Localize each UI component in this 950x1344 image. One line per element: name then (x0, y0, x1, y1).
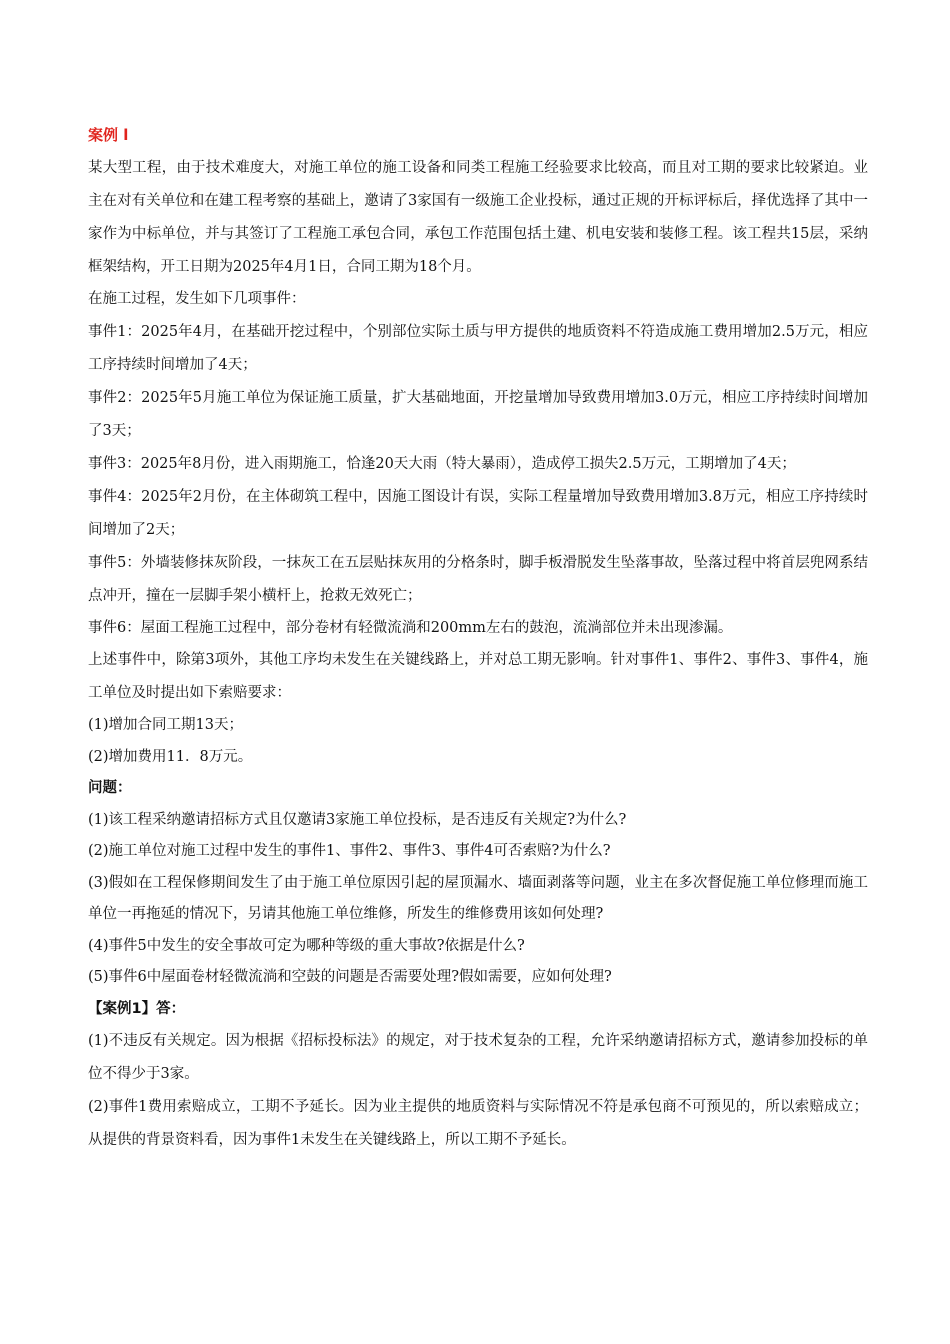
event-6: 事件6：屋面工程施工过程中，部分卷材有轻微流淌和200mm左右的鼓泡，流淌部位并未出现渗漏。 (88, 619, 733, 636)
question-1: (1)该工程采纳邀请招标方式且仅邀请3家施工单位投标，是否违反有关规定?为什么? (88, 811, 627, 828)
claim-intro: 上述事件中，除第3项外，其他工序均未发生在关键线路上，并对总工期无影响。针对事件1、事件2、事件3、事件4，施工单位及时提出如下索赔要求： (88, 652, 868, 701)
case-title: 案例 l (88, 126, 129, 144)
question-4: (4)事件5中发生的安全事故可定为哪种等级的重大事故?依据是什么? (88, 937, 525, 954)
answer-1: (1)不违反有关规定。因为根据《招标投标法》的规定，对于技术复杂的工程，允许采纳邀请招标方式，邀请参加投标的单位不得少于3家。 (88, 1033, 868, 1082)
event-4: 事件4：2025年2月份，在主体砌筑工程中，因施工图设计有误，实际工程量增加导致费用增加3.8万元，相应工序持续时间增加了2天； (88, 488, 868, 538)
event-3: 事件3：2025年8月份，进入雨期施工，恰逢20天大雨（特大暴雨），造成停工损失2.5万元，工期增加了4天； (88, 455, 796, 472)
event-1: 事件1：2025年4月，在基础开挖过程中，个别部位实际土质与甲方提供的地质资料不符造成施工费用增加2.5万元，相应工序持续时间增加了4天； (88, 323, 868, 373)
claim-2: (2)增加费用11．8万元。 (88, 748, 253, 765)
questions-heading: 问题： (88, 780, 132, 796)
event-2: 事件2：2025年5月施工单位为保证施工质量，扩大基础地面，开挖量增加导致费用增加3.0万元，相应工序持续时间增加了3天； (88, 389, 868, 439)
question-3: (3)假如在工程保修期间发生了由于施工单位原因引起的屋顶漏水、墙面剥落等问题，业主在多次督促施工单位修理而施工单位一再拖延的情况下，另请其他施工单位维修，所发生的维修费用该如何处理? (88, 874, 868, 922)
case-intro-paragraph: 某大型工程，由于技术难度大，对施工单位的施工设备和同类工程施工经验要求比较高，而且对工期的要求比较紧迫。业主在对有关单位和在建工程考察的基础上，邀请了3家国有一级施工企业投标，通过正规的开标评标后，择优选择了其中一家作为中标单位，并与其签订了工程施工承包合同，承包工作范围包括土建、机电安装和装修工程。该工程共15层，采纳框架结构，开工日期为2025年4月1日，合同工期为18个月。 (88, 160, 868, 275)
answer-2: (2)事件1费用索赔成立，工期不予延长。因为业主提供的地质资料与实际情况不符是承包商不可预见的，所以索赔成立；从提供的背景资料看，因为事件1未发生在关键线路上，所以工期不予延长。 (88, 1099, 868, 1148)
events-intro: 在施工过程，发生如下几项事件： (88, 291, 306, 307)
answer-heading: 【案例1】答： (88, 1000, 186, 1017)
event-5: 事件5：外墙装修抹灰阶段，一抹灰工在五层贴抹灰用的分格条时，脚手板滑脱发生坠落事故，坠落过程中将首层兜网系结点冲开，撞在一层脚手架小横杆上，抢救无效死亡； (88, 554, 868, 604)
question-5: (5)事件6中屋面卷材轻微流淌和空鼓的问题是否需要处理?假如需要，应如何处理? (88, 969, 612, 985)
claim-1: (1)增加合同工期13天； (88, 717, 243, 733)
document-page (88, 118, 868, 1157)
question-2: (2)施工单位对施工过程中发生的事件1、事件2、事件3、事件4可否索赔?为什么? (88, 843, 611, 859)
